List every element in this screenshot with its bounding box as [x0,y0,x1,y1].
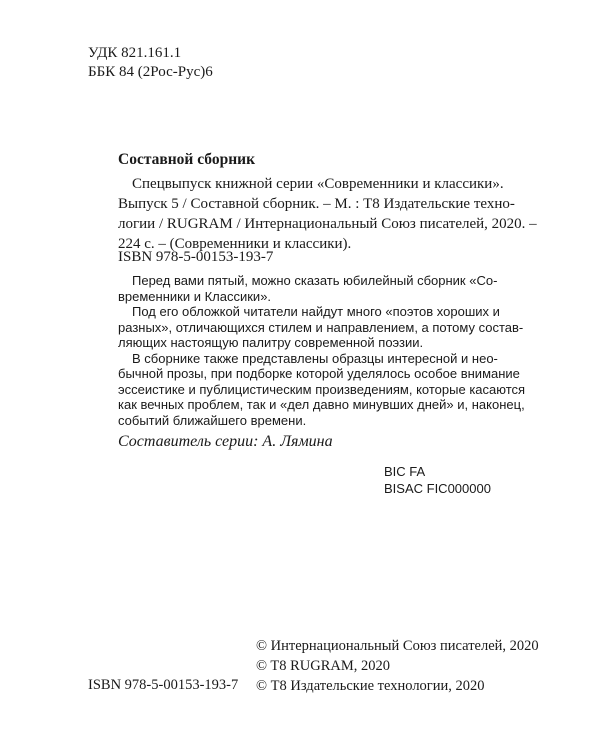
annotation-line: Под его обложкой читатели найдут много «поэтов хороших и [132,304,500,319]
classification-block [88,44,213,82]
bib-line: 224 с. – (Современники и классики). [118,236,352,252]
series-compiler: Составитель серии: А. Лямина [118,433,333,450]
bbk-code: ББК 84 (2Рос-Рус)6 [88,64,213,80]
bisac-code: BISAC FIC000000 [384,481,491,496]
annotation-line: событий ближайшего времени. [118,412,307,428]
copyright-line: © T8 RUGRAM, 2020 [256,658,391,674]
udk-code: УДК 821.161.1 [88,45,182,61]
bib-line: Выпуск 5 / Составной сборник. – М. : Т8 Издательские техно- [118,196,515,212]
annotation-line: временники и Классики». [118,288,272,304]
copyright-block [256,636,539,696]
bibliographic-description [118,150,537,254]
copyright-line: © Интернациональный Союз писателей, 2020 [256,638,539,654]
annotation-line: эссеистике и публицистическим произведениям, которые касаются [118,381,526,397]
annotation-line: бычной прозы, при подборке которой уделялось особое внимание [118,366,520,381]
annotation-line: В сборнике также представлены образцы интересной и нео- [132,350,498,366]
bib-line: Спецвыпуск книжной серии «Современники и классики». [132,176,504,192]
isbn-main: ISBN 978-5-00153-193-7 [118,249,274,265]
subject-codes [384,463,491,497]
annotation-line: как вечных проблем, так и «дел давно минувших дней» и, наконец, [118,397,525,412]
annotation [118,273,526,428]
copyright-line: © Т8 Издательские технологии, 2020 [256,678,485,694]
annotation-line: Перед вами пятый, можно сказать юбилейный сборник «Со- [132,273,498,288]
book-title: Составной сборник [118,151,256,168]
annotation-line: ляющих настоящую палитру современной поэзии. [118,335,424,350]
isbn-bottom: ISBN 978-5-00153-193-7 [88,677,239,693]
annotation-line: разных», отличающихся стилем и направлением, а потому состав- [118,319,524,335]
bib-line: логии / RUGRAM / Интернациональный Союз писателей, 2020. – [118,216,537,232]
bic-code: BIC FA [384,464,426,479]
